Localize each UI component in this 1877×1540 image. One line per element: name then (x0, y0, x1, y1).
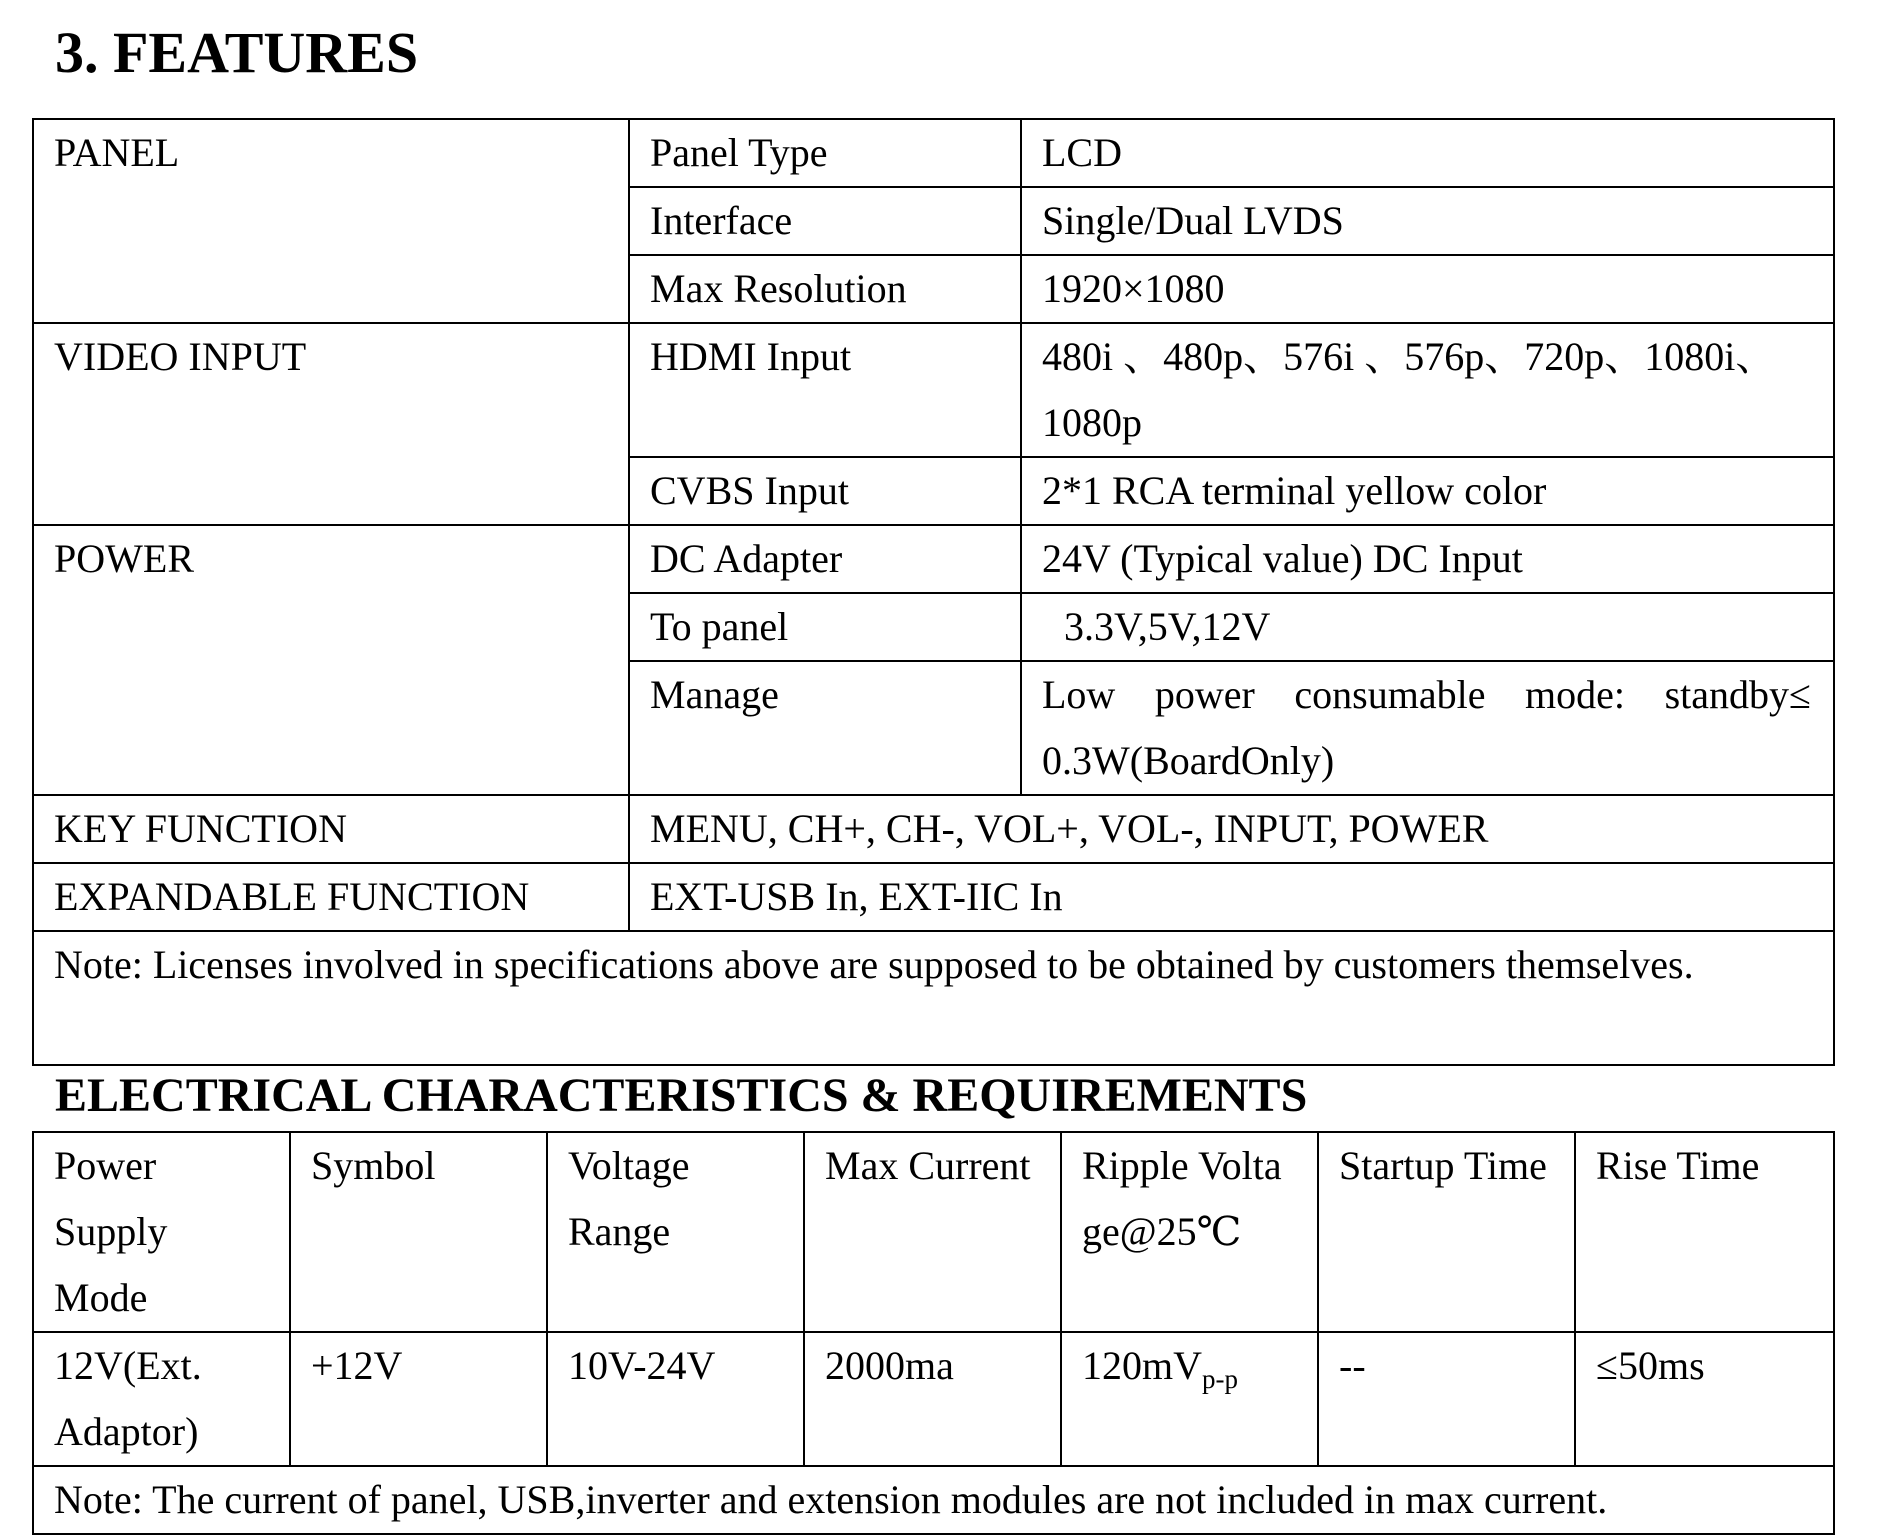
value-cell: 2*1 RCA terminal yellow color (1021, 457, 1834, 525)
column-header: Power Supply Mode (33, 1132, 290, 1332)
table-row (33, 795, 1834, 863)
value-cell: Single/Dual LVDS (1021, 187, 1834, 255)
label-cell: Manage (629, 661, 1021, 795)
ripple-subscript: p-p (1202, 1364, 1238, 1394)
section-heading-features: 3. FEATURES (55, 20, 419, 85)
value-cell: 3.3V,5V,12V (1021, 593, 1834, 661)
section-heading-electrical: ELECTRICAL CHARACTERISTICS & REQUIREMENTS (55, 1069, 1308, 1122)
table-header-row (33, 1132, 1834, 1332)
label-cell: Panel Type (629, 119, 1021, 187)
table-row (33, 119, 1834, 187)
table-row (33, 1466, 1834, 1534)
label-cell: HDMI Input (629, 323, 1021, 457)
electrical-note: Note: The current of panel, USB,inverter and extension modules are not included in max current. (33, 1466, 1834, 1534)
column-header: Rise Time (1575, 1132, 1834, 1332)
table-cell: +12V (290, 1332, 547, 1466)
label-cell: DC Adapter (629, 525, 1021, 593)
group-cell-video-input: VIDEO INPUT (33, 323, 629, 525)
column-header: Startup Time (1318, 1132, 1575, 1332)
table-cell: ≤50ms (1575, 1332, 1834, 1466)
table-row (33, 863, 1834, 931)
expandable-function-label: EXPANDABLE FUNCTION (33, 863, 629, 931)
table-row (33, 323, 1834, 457)
features-table (32, 118, 1835, 1066)
group-cell-panel: PANEL (33, 119, 629, 323)
key-function-value: MENU, CH+, CH-, VOL+, VOL-, INPUT, POWER (629, 795, 1834, 863)
value-cell: Low power consumable mode: standby≤ 0.3W(BoardOnly) (1021, 661, 1834, 795)
label-cell: Max Resolution (629, 255, 1021, 323)
table-cell: 12V(Ext. Adaptor) (33, 1332, 290, 1466)
table-cell: -- (1318, 1332, 1575, 1466)
table-row (33, 931, 1834, 1065)
ripple-value: 120mV (1082, 1343, 1202, 1388)
value-cell: LCD (1021, 119, 1834, 187)
column-header: Voltage Range (547, 1132, 804, 1332)
table-cell: 2000ma (804, 1332, 1061, 1466)
column-header: Max Current (804, 1132, 1061, 1332)
label-cell: To panel (629, 593, 1021, 661)
table-cell: 10V-24V (547, 1332, 804, 1466)
expandable-function-value: EXT-USB In, EXT-IIC In (629, 863, 1834, 931)
column-header: Ripple Voltage@25℃ (1061, 1132, 1318, 1332)
label-cell: Interface (629, 187, 1021, 255)
key-function-label: KEY FUNCTION (33, 795, 629, 863)
table-row (33, 525, 1834, 593)
value-cell: 24V (Typical value) DC Input (1021, 525, 1834, 593)
label-cell: CVBS Input (629, 457, 1021, 525)
value-cell: 1920×1080 (1021, 255, 1834, 323)
features-note: Note: Licenses involved in specifications above are supposed to be obtained by customers themselves. (33, 931, 1834, 1065)
table-row (33, 1332, 1834, 1466)
electrical-table (32, 1131, 1835, 1535)
group-cell-power: POWER (33, 525, 629, 795)
column-header: Symbol (290, 1132, 547, 1332)
table-cell (1061, 1332, 1318, 1466)
value-cell: 480i 、480p、576i 、576p、720p、1080i、1080p (1021, 323, 1834, 457)
